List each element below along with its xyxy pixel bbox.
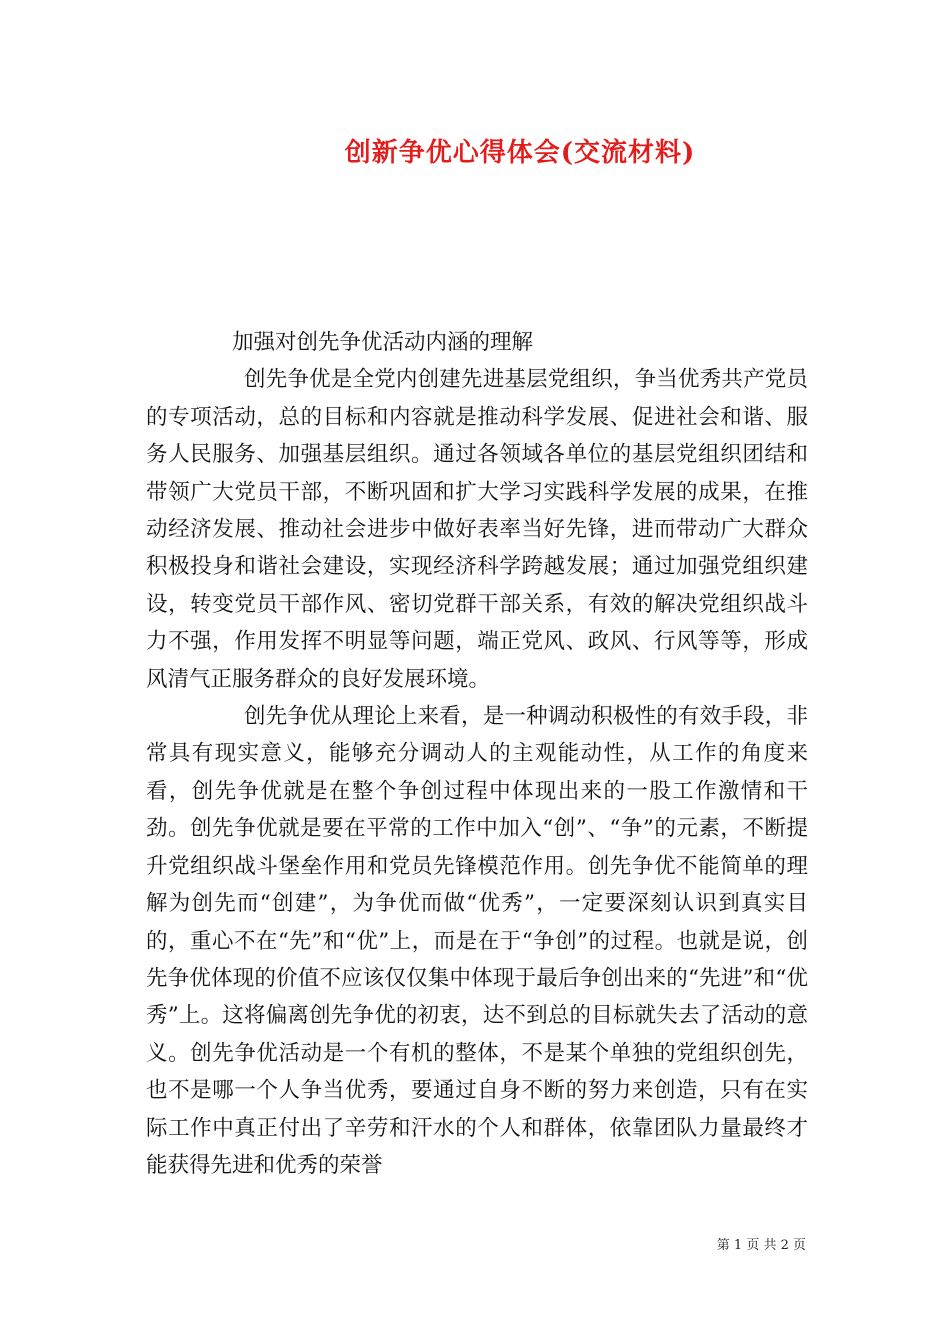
section-heading: 加强对创先争优活动内涵的理解 (232, 330, 534, 355)
document-body (146, 324, 808, 1184)
document-title: 创新争优心得体会(交流材料) (344, 138, 696, 168)
paragraph-1: 创先争优是全党内创建先进基层党组织，争当优秀共产党员的专项活动，总的目标和内容就是推动科学发展、促进社会和谐、服务人民服务、加强基层组织。通过各领域各单位的基层党组织团结和带领广大党员干部，不断巩固和扩大学习实践科学发展的成果，在推动经济发展、推动社会进步中做好表率当好先锋，进而带动广大群众积极投身和谐社会建设，实现经济科学跨越发展；通过加强党组织建设，转变党员干部作风、密切党群干部关系，有效的解决党组织战斗力不强，作用发挥不明显等问题，端正党风、政风、行风等等，形成风清气正服务群众的良好发展环境。 (146, 367, 808, 692)
page-number-footer: 第 1 页 共 2 页 (716, 1238, 806, 1253)
paragraph-2: 创先争优从理论上来看，是一种调动积极性的有效手段，非常具有现实意义，能够充分调动人的主观能动性，从工作的角度来看，创先争优就是在整个争创过程中体现出来的一股工作激情和干劲。创先争优就是要在平常的工作中加入“创”、“争”的元素，不断提升党组织战斗堡垒作用和党员先锋模范作用。创先争优不能简单的理解为创先而“创建”，为争优而做“优秀”，一定要深刻认识到真实目的，重心不在“先”和“优”上，而是在于“争创”的过程。也就是说，创先争优体现的价值不应该仅仅集中体现于最后争创出来的“先进”和“优秀”上。这将偏离创先争优的初衷，达不到总的目标就失去了活动的意义。创先争优活动是一个有机的整体，不是某个单独的党组织创先，也不是哪一个人争当优秀，要通过自身不断的努力来创造，只有在实际工作中真正付出了辛劳和汗水的个人和群体，依靠团队力量最终才能获得先进和优秀的荣誉 (146, 704, 808, 1178)
